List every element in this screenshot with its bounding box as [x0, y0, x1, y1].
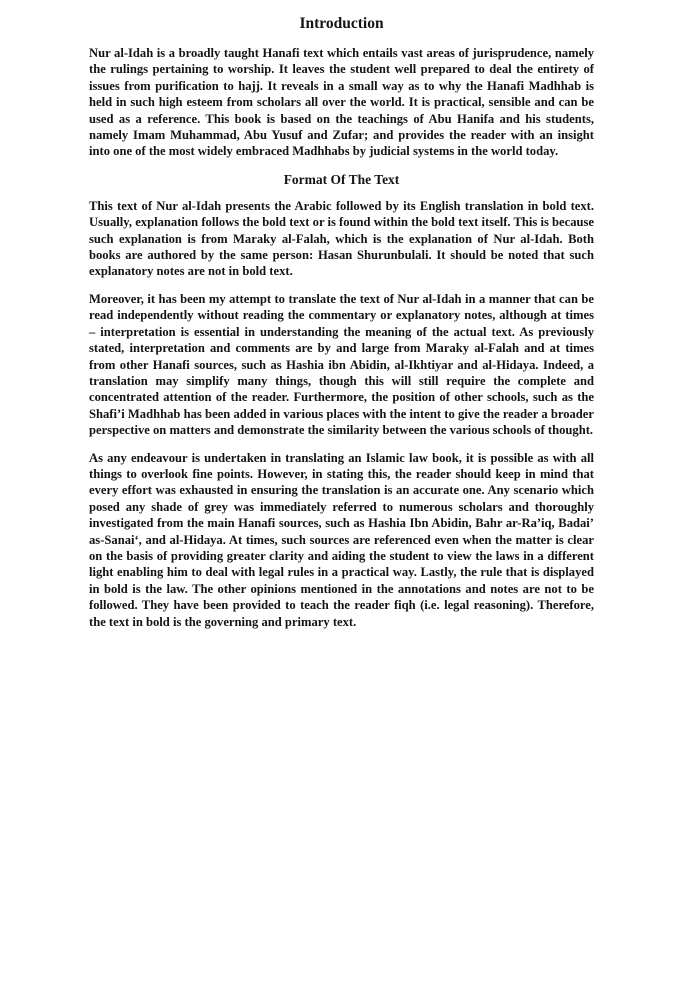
page-title: Introduction — [299, 15, 384, 32]
body-paragraph-accuracy: As any endeavour is undertaken in translating an Islamic law book, it is possible as with all things to overlook fine points. However, in stating this, the reader should keep in mind that every effort was exhausted in ensuring the translation is an accurate one. Any scenario which posed any shade of grey was immediately referred to numerous scholars and thoroughly investigated from the main Hanafi sources, such as Hashia Ibn Abidin, Bahr ar-Ra’iq, Badai’ as-Sanai‘, and al-Hidaya. At times, such sources are referenced even when the matter is clear on the basis of providing greater clarity and aiding the student to view the laws in a different light enabling him to deal with legal rules in a practical way. Lastly, the rule that is displayed in bold is the law. The other opinions mentioned in the annotations and notes are not to be followed. They have been provided to teach the reader fiqh (i.e. legal reasoning). Therefore, the text in bold is the governing and primary text. — [89, 450, 594, 629]
body-paragraph-format: This text of Nur al-Idah presents the Arabic followed by its English translation in bold text. Usually, explanation follows the bold text or is found within the bold text itself. This is because such explanation is from Maraky al-Falah, which is the explanation of Nur al-Idah. Both books are authored by the same person: Hasan Shurunbulali. It should be noted that such explanatory notes are not in bold text. — [89, 198, 594, 279]
document-page — [89, 14, 594, 630]
section-heading: Format Of The Text — [283, 171, 400, 187]
body-paragraph-translation-approach: Moreover, it has been my attempt to translate the text of Nur al-Idah in a manner that can be read independently without reading the commentary or explanatory notes, although at times – interpretation is essential in understanding the meaning of the actual text. As previously stated, interpretation and comments are by and large from Maraky al-Falah and at times from other Hanafi sources, such as Hashia ibn Abidin, al-Ikhtiyar and al-Hidaya. Indeed, a translation may simplify many things, though this will still require the complete and concentrated attention of the reader. Furthermore, the position of other schools, such as the Shafi’i Madhhab has been added in various places with the intent to give the reader a broader perspective on matters and demonstrate the similarity between the various schools of thought. — [89, 291, 594, 438]
intro-paragraph: Nur al-Idah is a broadly taught Hanafi text which entails vast areas of jurisprudence, namely the rulings pertaining to worship. It leaves the student well prepared to deal the entirety of issues from purification to hajj. It reveals in a small way as to why the Hanafi Madhhab is held in such high esteem from scholars all over the world. It is practical, sensible and can be used as a reference. This book is based on the teachings of Abu Hanifa and his students, namely Imam Muhammad, Abu Yusuf and Zufar; and provides the reader with an insight into one of the most widely embraced Madhhabs by judicial systems in the world today. — [89, 46, 594, 159]
